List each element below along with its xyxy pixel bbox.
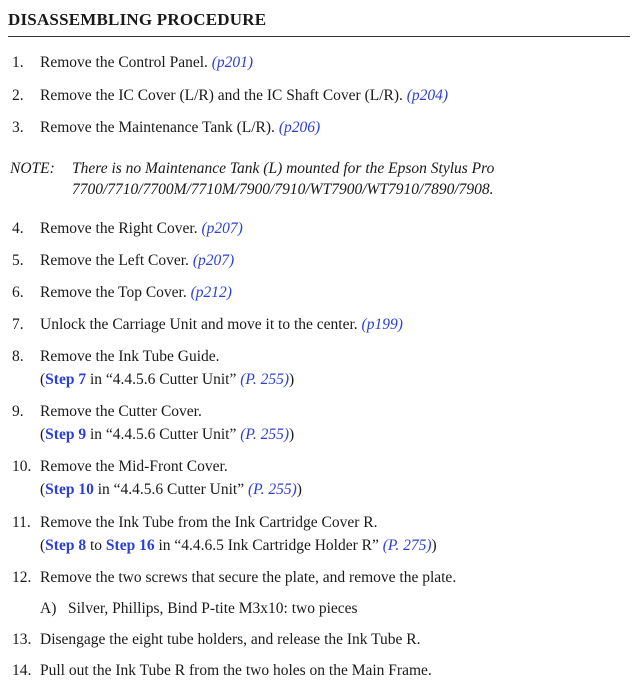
step-number: 14. — [12, 662, 32, 679]
section-heading: DISASSEMBLING PROCEDURE — [8, 8, 630, 37]
step-text: Remove the Mid-Front Cover. — [40, 458, 228, 475]
step-link[interactable]: Step 9 — [45, 426, 87, 443]
step-link[interactable]: Step 7 — [45, 371, 87, 388]
page-ref-link[interactable]: (p201) — [211, 54, 254, 71]
step-link[interactable]: Step 8 — [45, 537, 87, 554]
step-number: 10. — [12, 458, 32, 475]
step-text: Remove the Ink Tube from the Ink Cartridge Cover R. — [40, 514, 378, 531]
step-number: 2. — [12, 87, 24, 104]
step-text: Pull out the Ink Tube R from the two holes on the Main Frame. — [40, 662, 432, 679]
step-11-reference: (Step 8 to Step 16 in “4.4.6.5 Ink Cartridge Holder R” (P. 275)) — [40, 537, 437, 554]
step-number: 13. — [12, 631, 32, 648]
note-label: NOTE: — [10, 160, 55, 177]
step-9-reference: (Step 9 in “4.4.5.6 Cutter Unit” (P. 255)) — [40, 426, 295, 443]
step-text: Remove the Control Panel. (p201) — [40, 54, 254, 71]
step-text: Remove the Maintenance Tank (L/R). (p206) — [40, 119, 321, 136]
step-text: Disengage the eight tube holders, and release the Ink Tube R. — [40, 631, 421, 648]
step-text: Remove the IC Cover (L/R) and the IC Shaft Cover (L/R). (p204) — [40, 87, 449, 104]
page-ref-link[interactable]: (p204) — [406, 87, 449, 104]
step-text: Unlock the Carriage Unit and move it to the center. (p199) — [40, 316, 403, 333]
step-number: 12. — [12, 569, 32, 586]
step-link[interactable]: Step 16 — [105, 537, 155, 554]
step-link[interactable]: Step 10 — [45, 481, 94, 498]
step-8-reference: (Step 7 in “4.4.5.6 Cutter Unit” (P. 255)) — [40, 371, 295, 388]
page-ref-link[interactable]: (P. 255) — [240, 371, 290, 388]
step-10-reference: (Step 10 in “4.4.5.6 Cutter Unit” (P. 255)) — [40, 481, 302, 498]
note — [10, 159, 495, 179]
page-ref-link[interactable]: (P. 255) — [240, 426, 290, 443]
step-number: 4. — [12, 220, 24, 237]
step-number: 3. — [12, 119, 24, 136]
step-number: 7. — [12, 316, 24, 333]
step-number: 5. — [12, 252, 24, 269]
page-ref-link[interactable]: (p207) — [201, 220, 243, 237]
page-ref-link[interactable]: (P. 275) — [382, 537, 432, 554]
subitem-letter: A) — [40, 600, 57, 617]
step-number: 11. — [12, 514, 31, 531]
step-number: 6. — [12, 284, 24, 301]
step-number: 1. — [12, 54, 24, 71]
page-ref-link[interactable]: (p199) — [361, 316, 403, 333]
subitem-text: Silver, Phillips, Bind P-tite M3x10: two pieces — [68, 600, 358, 617]
step-text: Remove the Cutter Cover. — [40, 403, 202, 420]
page-ref-link[interactable]: (p207) — [192, 252, 235, 269]
step-12-subitem — [40, 599, 358, 619]
step-text: Remove the two screws that secure the plate, and remove the plate. — [40, 569, 457, 586]
page-ref-link[interactable]: (p212) — [190, 284, 232, 301]
note-line-1: There is no Maintenance Tank (L) mounted for the Epson Stylus Pro — [72, 160, 495, 177]
step-text: Remove the Right Cover. (p207) — [40, 220, 243, 237]
step-text: Remove the Ink Tube Guide. — [40, 348, 220, 365]
note-line-2: 7700/7710/7700M/7710M/7900/7910/WT7900/WT7910/7890/7908. — [72, 181, 494, 198]
step-number: 8. — [12, 348, 24, 365]
step-number: 9. — [12, 403, 24, 420]
step-text: Remove the Top Cover. (p212) — [40, 284, 232, 301]
step-text: Remove the Left Cover. (p207) — [40, 252, 235, 269]
page-ref-link[interactable]: (p206) — [278, 119, 321, 136]
page-ref-link[interactable]: (P. 255) — [247, 481, 297, 498]
